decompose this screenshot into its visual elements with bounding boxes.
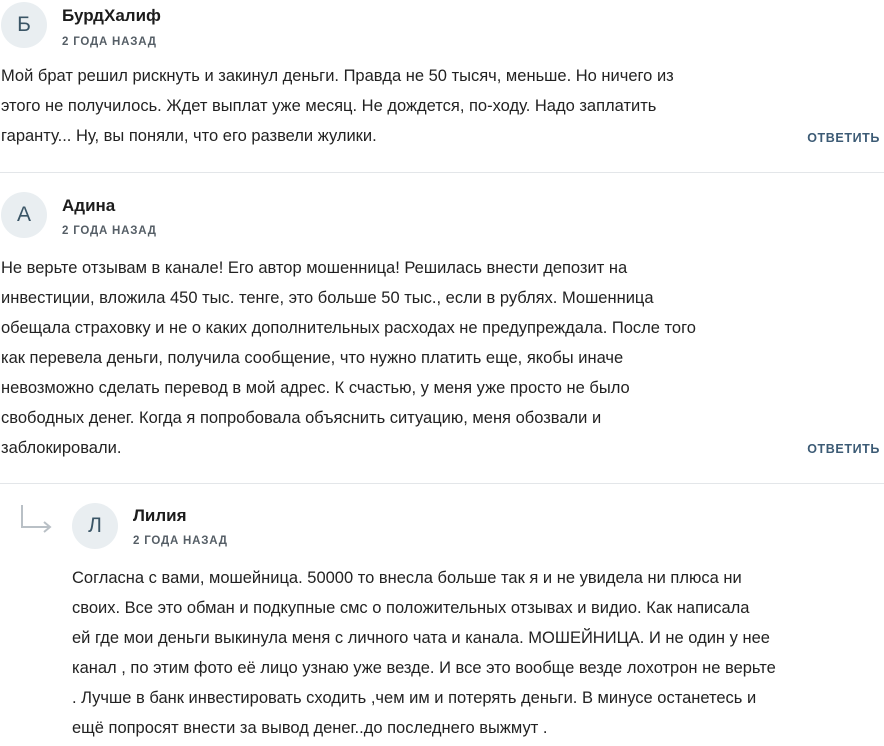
comment-text-line: обещала страховку и не о каких дополнительных расходах не предупреждала. После того bbox=[1, 319, 696, 337]
comment-author[interactable]: Лилия bbox=[133, 506, 187, 525]
comment-text-line: канал , по этим фото её лицо узнаю уже везде. И все это вообще везде лохотрон не верьте bbox=[72, 659, 776, 677]
reply-button[interactable]: ОТВЕТИТЬ bbox=[807, 131, 880, 145]
comment-text-line: инвестиции, вложила 450 тыс. тенге, это больше 50 тыс., если в рублях. Мошенница bbox=[1, 289, 654, 307]
comment-text-line: как перевела деньги, получила сообщение, что нужно платить еще, якобы иначе bbox=[1, 349, 624, 367]
comment-text-line: Не верьте отзывам в канале! Его автор мошенница! Решилась внести депозит на bbox=[1, 259, 628, 277]
avatar[interactable]: Б bbox=[1, 2, 47, 48]
comment-text-line: . Лучше в банк инвестировать сходить ,чем им и потерять деньги. В минусе останетесь и bbox=[72, 689, 757, 707]
divider bbox=[0, 483, 884, 484]
comment-author[interactable]: Адина bbox=[62, 196, 116, 215]
reply-button[interactable]: ОТВЕТИТЬ bbox=[807, 442, 880, 456]
avatar[interactable]: Л bbox=[72, 503, 118, 549]
comment-text-line: невозможно сделать перевод в мой адрес. К счастью, у меня уже просто не было bbox=[1, 379, 630, 397]
comment-date: 2 ГОДА НАЗАД bbox=[62, 36, 157, 48]
divider bbox=[0, 172, 884, 173]
comment-text-line: свободных денег. Когда я попробовала объяснить ситуацию, меня обозвали и bbox=[1, 409, 602, 427]
comment-text-line: Мой брат решил рискнуть и закинул деньги. Правда не 50 тысяч, меньше. Но ничего из bbox=[1, 67, 674, 85]
comment-text-line: своих. Все это обман и подкупные смс о положительных отзывах и видио. Как написала bbox=[72, 599, 750, 617]
comment-text-line: ей где мои деньги выкинула меня с личного чата и канала. МОШЕЙНИЦА. И не один у нее bbox=[72, 629, 770, 647]
comment-date: 2 ГОДА НАЗАД bbox=[133, 535, 228, 547]
comment-text-line: заблокировали. bbox=[1, 439, 122, 457]
reply-arrow-icon bbox=[18, 503, 54, 533]
comment-text bbox=[1, 253, 696, 463]
comment-text-line: этого не получилось. Ждет выплат уже месяц. Не дождется, по-ходу. Надо заплатить bbox=[1, 97, 657, 115]
comment-text-line: ещё попросят внести за вывод денег..до последнего выжмут . bbox=[72, 719, 548, 737]
comment-text-line: Согласна с вами, мошейница. 50000 то внесла больше так я и не увидела ни плюса ни bbox=[72, 569, 742, 587]
comment-text bbox=[72, 563, 776, 743]
comment-text-line: гаранту... Ну, вы поняли, что его развели жулики. bbox=[1, 127, 377, 145]
comment-date: 2 ГОДА НАЗАД bbox=[62, 225, 157, 237]
comment-text bbox=[1, 61, 674, 151]
comment-author[interactable]: БурдХалиф bbox=[62, 6, 161, 25]
avatar[interactable]: А bbox=[1, 192, 47, 238]
